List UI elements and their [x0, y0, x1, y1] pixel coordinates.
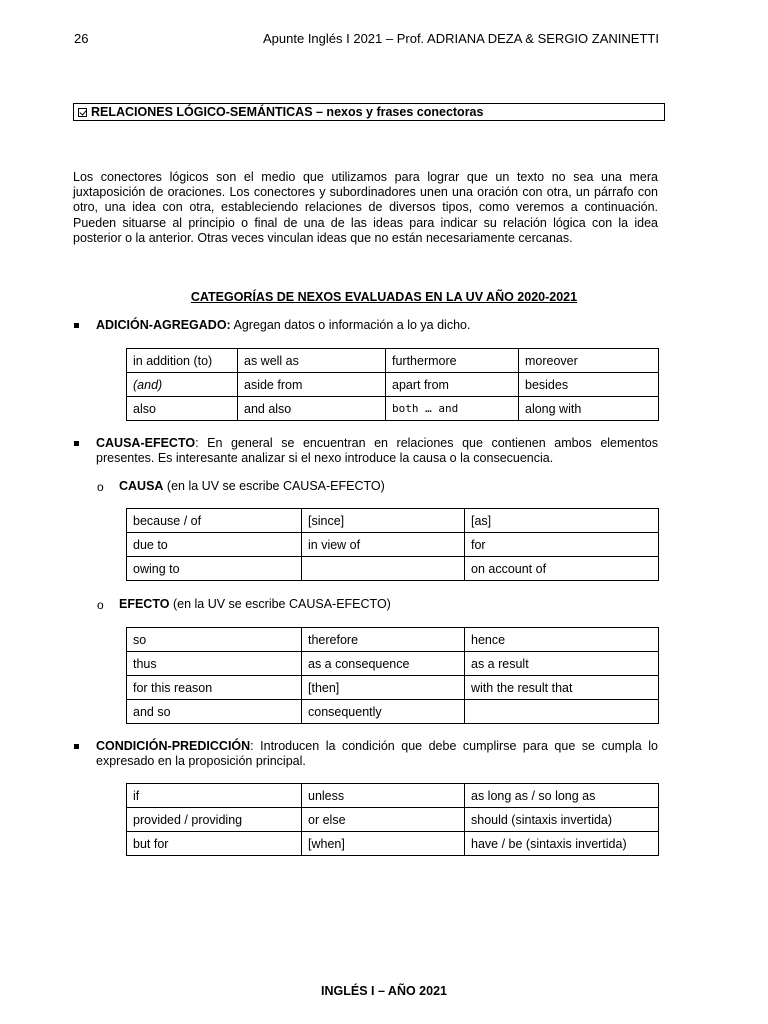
adicion-item: [96, 318, 658, 333]
table-row: [127, 533, 659, 557]
efecto-note: (en la UV se escribe CAUSA-EFECTO): [169, 597, 391, 611]
causa-table: [126, 508, 659, 581]
page-footer: INGLÉS I – AÑO 2021: [321, 984, 447, 998]
table-row: [127, 808, 659, 832]
table-cell: consequently: [302, 700, 465, 724]
causa-efecto-description: : En general se encuentran en relaciones que contienen ambos elementos presentes. Es interesante analizar si el nexo introduce la causa o la consecuencia.: [96, 436, 658, 465]
table-row: [127, 557, 659, 581]
circle-bullet-icon: o: [97, 598, 104, 612]
causa-label: CAUSA: [119, 479, 164, 493]
table-cell: owing to: [127, 557, 302, 581]
table-row: [127, 784, 659, 808]
table-cell: [302, 557, 465, 581]
causa-note: (en la UV se escribe CAUSA-EFECTO): [163, 479, 385, 493]
causa-subitem: [119, 479, 385, 493]
table-cell: and so: [127, 700, 302, 724]
table-cell: thus: [127, 652, 302, 676]
checked-box-icon: [78, 108, 87, 117]
table-row: [127, 832, 659, 856]
table-cell: both … and: [386, 397, 519, 421]
section-title-box: [73, 103, 665, 121]
causa-efecto-item: [96, 436, 658, 465]
efecto-subitem: [119, 597, 391, 611]
table-cell: also: [127, 397, 238, 421]
intro-paragraph: Los conectores lógicos son el medio que utilizamos para lograr que un texto no sea una mera juxtaposición de oraciones. Los conectores y subordinadores unen una oración con otra, un párrafo con otro, una idea con otra, estableciendo relaciones de diversos tipos, como veremos a continuación. Pueden situarse al principio o final de una de las ideas para indicar su relación lógica con la idea posterior o la anterior. Otras veces vinculan ideas que no están necesariamente cercanas.: [73, 170, 658, 245]
table-cell: [as]: [465, 509, 659, 533]
categories-heading: CATEGORÍAS DE NEXOS EVALUADAS EN LA UV AÑO 2020-2021: [190, 290, 578, 304]
table-cell: [when]: [302, 832, 465, 856]
table-cell: have / be (sintaxis invertida): [465, 832, 659, 856]
condicion-description: : Introducen la condición que debe cumplirse para que se cumpla lo expresado en la proposición principal.: [96, 739, 658, 768]
page-number: 26: [74, 31, 89, 46]
table-row: [127, 397, 659, 421]
table-cell: hence: [465, 628, 659, 652]
table-cell: in view of: [302, 533, 465, 557]
table-cell: for this reason: [127, 676, 302, 700]
table-cell: furthermore: [386, 349, 519, 373]
table-cell: therefore: [302, 628, 465, 652]
table-cell: with the result that: [465, 676, 659, 700]
causa-efecto-label: CAUSA-EFECTO: [96, 436, 196, 450]
table-cell: or else: [302, 808, 465, 832]
table-cell: but for: [127, 832, 302, 856]
square-bullet-icon: [74, 323, 79, 328]
table-row: [127, 349, 659, 373]
table-row: [127, 700, 659, 724]
table-cell: [465, 700, 659, 724]
efecto-table: [126, 627, 659, 724]
table-cell: as a result: [465, 652, 659, 676]
table-cell: besides: [519, 373, 659, 397]
table-cell: due to: [127, 533, 302, 557]
table-cell: for: [465, 533, 659, 557]
condicion-item: [96, 739, 658, 768]
table-cell: along with: [519, 397, 659, 421]
efecto-label: EFECTO: [119, 597, 170, 611]
square-bullet-icon: [74, 441, 79, 446]
condicion-table: [126, 783, 659, 856]
table-cell: moreover: [519, 349, 659, 373]
table-cell: and also: [238, 397, 386, 421]
table-row: [127, 628, 659, 652]
table-cell: provided / providing: [127, 808, 302, 832]
table-cell: aside from: [238, 373, 386, 397]
condicion-label: CONDICIÓN-PREDICCIÓN: [96, 739, 251, 753]
table-row: [127, 676, 659, 700]
table-cell: if: [127, 784, 302, 808]
table-cell: [since]: [302, 509, 465, 533]
table-cell: as a consequence: [302, 652, 465, 676]
table-cell: on account of: [465, 557, 659, 581]
table-row: [127, 509, 659, 533]
table-row: [127, 373, 659, 397]
table-cell: (and): [127, 373, 238, 397]
table-cell: apart from: [386, 373, 519, 397]
table-cell: in addition (to): [127, 349, 238, 373]
adicion-table: [126, 348, 659, 421]
table-cell: unless: [302, 784, 465, 808]
section-title: RELACIONES LÓGICO-SEMÁNTICAS – nexos y frases conectoras: [91, 105, 484, 119]
circle-bullet-icon: o: [97, 480, 104, 494]
adicion-label: ADICIÓN-AGREGADO:: [96, 318, 231, 332]
table-cell: should (sintaxis invertida): [465, 808, 659, 832]
square-bullet-icon: [74, 744, 79, 749]
table-cell: because / of: [127, 509, 302, 533]
running-header: Apunte Inglés I 2021 – Prof. ADRIANA DEZA & SERGIO ZANINETTI: [263, 31, 659, 46]
adicion-description: Agregan datos o información a lo ya dicho.: [230, 318, 471, 332]
table-cell: [then]: [302, 676, 465, 700]
table-cell: as well as: [238, 349, 386, 373]
table-row: [127, 652, 659, 676]
table-cell: as long as / so long as: [465, 784, 659, 808]
table-cell: so: [127, 628, 302, 652]
